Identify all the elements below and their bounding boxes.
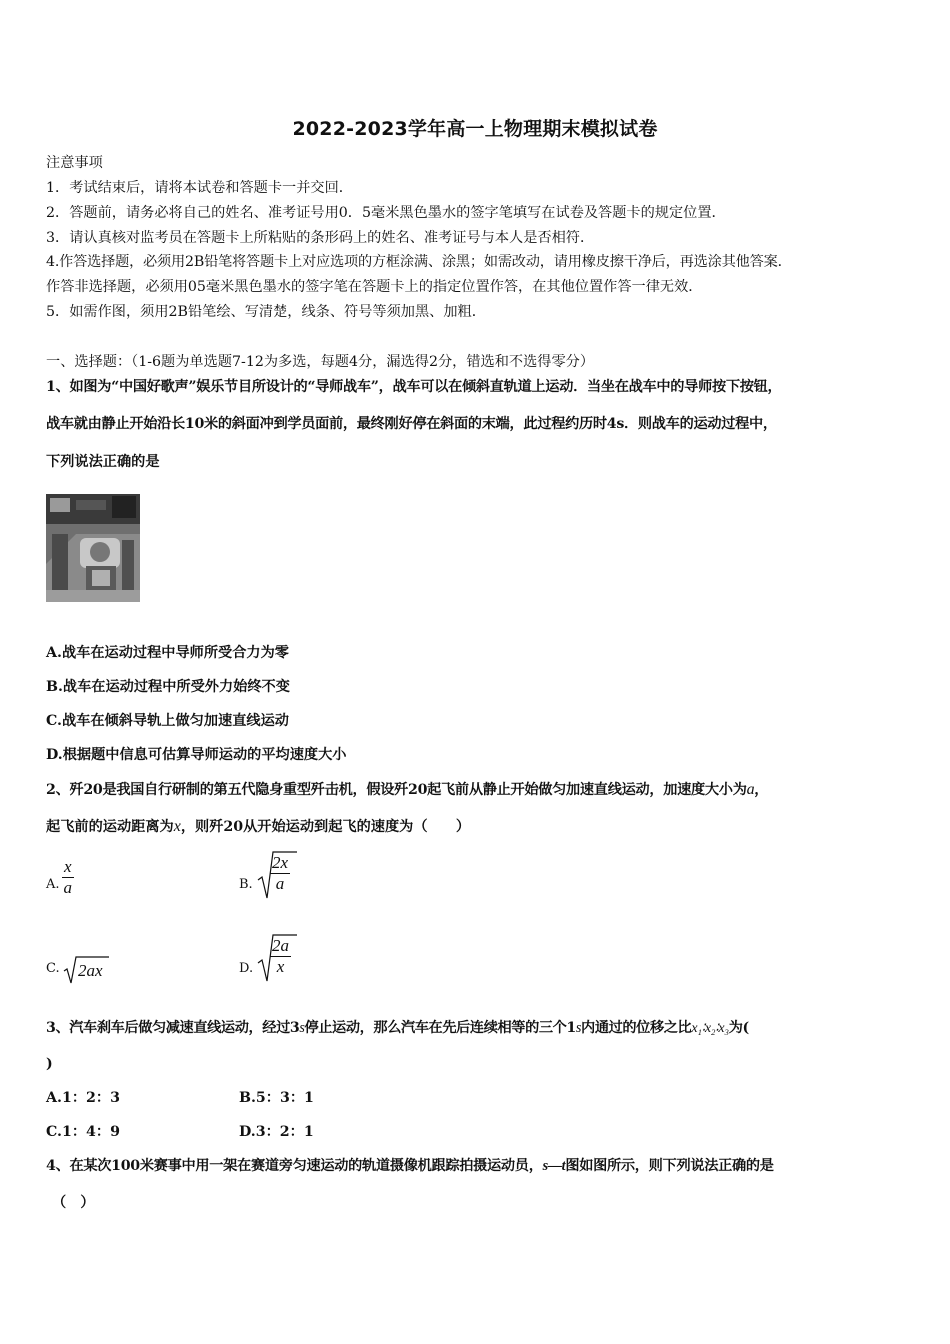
q1-line3: 下列说法正确的是 — [46, 454, 160, 470]
q1-option-a: A.战车在运动过程中导师所受合力为零 — [46, 645, 289, 661]
q3-line1: 3、汽车刹车后做匀减速直线运动，经过3s停止运动，那么汽车在先后连续相等的三个1s内通过的位移之比x₁∶x₂∶x₃为( — [46, 1020, 749, 1036]
q3-option-c: C.1：4：9 — [46, 1124, 120, 1140]
q2-option-b-label: B. — [239, 877, 253, 892]
q1-option-d: D.根据题中信息可估算导师运动的平均速度大小 — [46, 747, 347, 763]
notice-item-2: 2．答题前，请务必将自己的姓名、准考证号用0．5毫米黑色墨水的签字笔填写在试卷及答题卡的规定位置． — [46, 205, 726, 221]
q2-option-c-label: C. — [46, 961, 60, 976]
q1-line2: 战车就由静止开始沿长10米的斜面冲到学员面前，最终刚好停在斜面的末端，此过程约历时4s．则战车的运动过程中， — [46, 416, 777, 432]
q2-line1: 2、歼20是我国自行研制的第五代隐身重型歼击机，假设歼20起飞前从静止开始做匀加速直线运动，加速度大小为a， — [46, 781, 769, 798]
q1-option-b: B.战车在运动过程中所受外力始终不变 — [46, 679, 290, 695]
q1-photo-image — [46, 494, 140, 602]
q1-line1: 1、如图为“中国好歌声”娱乐节目所设计的“导师战车”，战车可以在倾斜直轨道上运动．当坐在战车中的导师按下按钮， — [46, 379, 782, 395]
notice-heading: 注意事项 — [46, 155, 103, 171]
q4-line2: （ ） — [52, 1195, 95, 1211]
q3-option-b: B.5：3：1 — [239, 1090, 314, 1106]
notice-item-3: 3．请认真核对监考员在答题卡上所粘贴的条形码上的姓名、准考证号与本人是否相符． — [46, 230, 595, 246]
notice-item-5: 5．如需作图，须用2B铅笔绘、写清楚，线条、符号等须加黑、加粗． — [46, 304, 486, 320]
page-title: 2022-2023学年高一上物理期末模拟试卷 — [292, 118, 658, 140]
q3-line2: ) — [46, 1056, 53, 1072]
section-heading: 一、选择题：（1-6题为单选题7-12为多选，每题4分，漏选得2分，错选和不选得零分） — [46, 354, 595, 370]
q3-option-a: A.1：2：3 — [46, 1090, 120, 1106]
q2-option-c-math: 2ax — [78, 961, 103, 980]
q1-photo — [46, 494, 140, 602]
q2-option-a-math: $\frac{x}{a}$ — [63, 857, 73, 897]
q1-option-c: C.战车在倾斜导轨上做匀加速直线运动 — [46, 713, 289, 729]
q2-option-d-math: $\frac{2a}{x}$ — [272, 936, 289, 976]
notice-item-1: 1．考试结束后，请将本试卷和答题卡一并交回． — [46, 180, 353, 196]
q3-option-d: D.3：2：1 — [239, 1124, 314, 1140]
q2-line2: 起飞前的运动距离为x，则歼20从开始运动到起飞的速度为（ ） — [46, 818, 471, 835]
q2-option-d-label: D. — [239, 961, 254, 976]
notice-item-4: 4.作答选择题，必须用2B铅笔将答题卡上对应选项的方框涂满、涂黑；如需改动，请用橡皮擦干净后，再选涂其他答案． — [46, 254, 792, 270]
notice-item-4-cont: 作答非选择题，必须用05毫米黑色墨水的签字笔在答题卡上的指定位置作答，在其他位置作答一律无效． — [46, 279, 703, 295]
q2-option-b-math: $\frac{2x}{a}$ — [272, 853, 289, 893]
q2-option-a-label: A. — [46, 877, 60, 892]
q4-line1: 4、在某次100米赛事中用一架在赛道旁匀速运动的轨道摄像机跟踪拍摄运动员，s—t图如图所示，则下列说法正确的是 — [46, 1158, 774, 1174]
